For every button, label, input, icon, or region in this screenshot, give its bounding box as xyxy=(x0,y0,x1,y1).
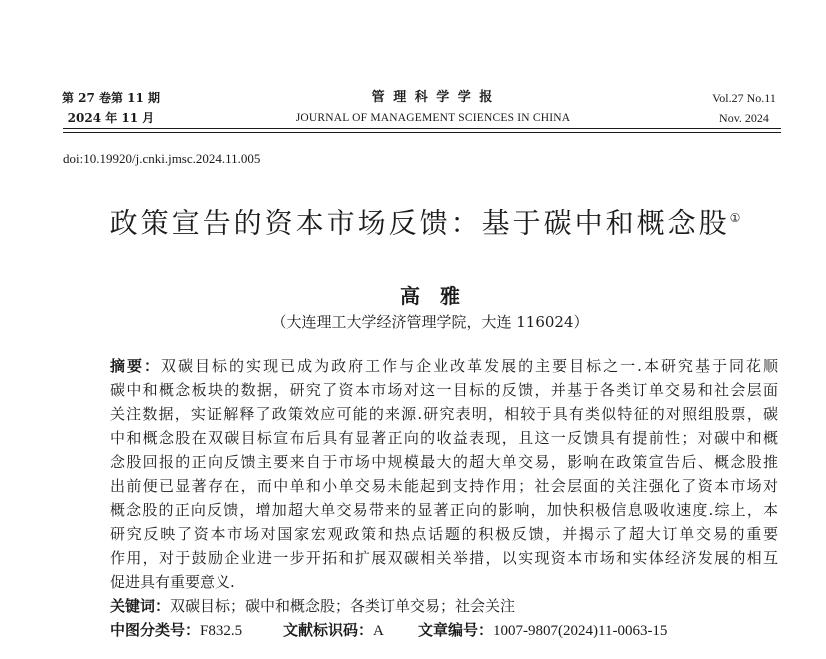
author-affiliation: （大连理工大学经济管理学院，大连 116024） xyxy=(271,313,589,331)
volume-number: Vol.27 No.11 xyxy=(712,91,776,105)
header-rule-thick xyxy=(63,128,781,129)
header-rule-thin xyxy=(63,132,781,133)
abstract-line: 研究反映了资本市场对国家宏观政策和热点话题的积极反馈，并揭示了超大订单交易的重要 xyxy=(110,525,778,543)
issue-number: 第 27 卷第 11 期 xyxy=(61,91,161,105)
header-issue-info xyxy=(60,88,162,128)
header-journal-name xyxy=(263,88,603,128)
doi: doi:10.19920/j.cnki.jmsc.2024.11.005 xyxy=(63,151,261,166)
volume-date: Nov. 2024 xyxy=(719,111,769,125)
abstract-line: 作用，对于鼓励企业进一步开拓和扩展双碳相关举措，以实现资本市场和实体经济发展的相互 xyxy=(110,549,778,567)
article-title xyxy=(60,198,790,243)
journal-name-chinese: 管 理 科 学 学 报 xyxy=(371,90,495,105)
keywords xyxy=(110,594,778,618)
article-title-text: 政策宣告的资本市场反馈：基于碳中和概念股 xyxy=(109,206,730,240)
abstract-line xyxy=(110,354,778,378)
author-name: 高 雅 xyxy=(400,284,460,308)
classification-info xyxy=(110,618,778,642)
journal-name-english: JOURNAL OF MANAGEMENT SCIENCES IN CHINA xyxy=(295,112,571,124)
abstract-line: 念股回报的正向反馈主要来自于市场中规模最大的超大单交易，影响在政策宣告后、概念股推 xyxy=(110,453,778,471)
article-number-label: 文章编号： xyxy=(418,621,494,639)
abstract-line: 促进具有重要意义. xyxy=(110,573,235,591)
abstract-label: 摘要： xyxy=(110,357,162,375)
document-code xyxy=(283,618,384,643)
clc-number xyxy=(110,618,242,643)
abstract xyxy=(110,354,778,594)
article-number xyxy=(418,618,667,643)
article-number-value: 1007-9807(2024)11-0063-15 xyxy=(493,623,668,639)
abstract-line: 出前便已显著存在，而中单和小单交易未能起到支持作用；社会层面的关注强化了资本市场对 xyxy=(110,477,778,495)
document-code-label: 文献标识码： xyxy=(283,621,374,639)
header-volume-info xyxy=(700,88,788,128)
clc-value: F832.5 xyxy=(200,623,243,639)
clc-label: 中图分类号： xyxy=(110,621,201,639)
document-code-value: A xyxy=(373,623,384,639)
title-footnote-marker: ① xyxy=(729,211,741,225)
abstract-line: 概念股的正向反馈，增加超大单交易带来的显著正向的影响，加快积极信息吸收速度.综上，本 xyxy=(110,501,778,519)
issue-date: 2024 年 11 月 xyxy=(67,111,155,125)
abstract-line: 碳中和概念板块的数据，研究了资本市场对这一目标的反馈，并基于各类订单交易和社会层面 xyxy=(110,381,778,399)
abstract-line-text: 双碳目标的实现已成为政府工作与企业改革发展的主要目标之一.本研究基于同花顺 xyxy=(161,357,778,375)
keywords-label: 关键词： xyxy=(110,597,171,615)
abstract-line: 关注数据，实证解释了政策效应可能的来源.研究表明，相较于具有类似特征的对照组股票，碳 xyxy=(110,405,778,423)
keywords-text: 双碳目标；碳中和概念股；各类订单交易；社会关注 xyxy=(170,597,516,615)
abstract-line: 中和概念股在双碳目标宣布后具有显著正向的收益表现，且这一反馈具有提前性；对碳中和概 xyxy=(110,429,778,447)
